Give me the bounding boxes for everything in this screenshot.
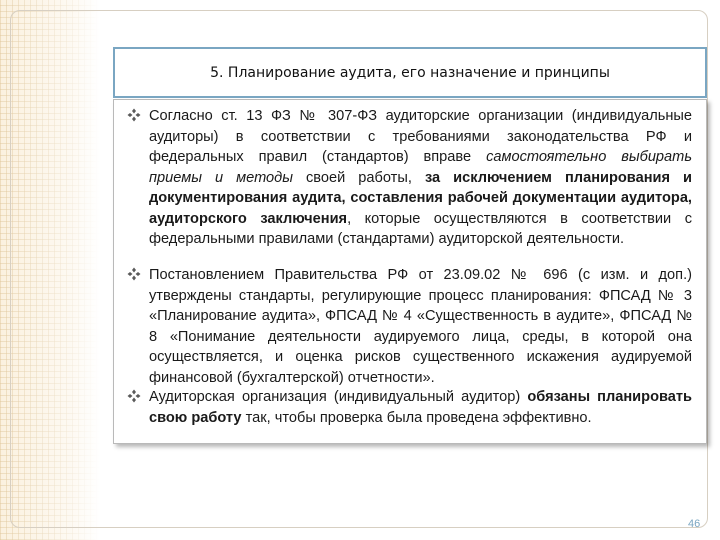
bullet-item-1 bbox=[149, 106, 692, 250]
bullet-item-3 bbox=[149, 387, 692, 428]
bullet-2-text: Постановлением Правительства РФ от 23.09.02 № 696 (с изм. и доп.) утверждены стандарты, регулирующие процесс планирования: ФПСАД № 3 «Планирование аудита», ФПСАД № 4 «Существенность в аудите», ФПСАД № 8 «Понимание деятельности аудируемого лица, среды, в которой она осуществляется, и оценка рисков существенного искажения аудируемой финансовой (бухгалтерской) отчетности». bbox=[149, 267, 692, 386]
four-diamond-bullet-icon bbox=[127, 389, 141, 403]
bullet-1-text-2: своей работы, bbox=[292, 169, 425, 186]
page-number: 46 bbox=[688, 518, 701, 530]
title-box bbox=[113, 47, 707, 98]
bullet-1-bold-text: за исключением планирования и документирования аудита, составления рабочей документации аудитора, аудиторского заключения bbox=[149, 169, 692, 227]
bullet-item-2 bbox=[149, 265, 692, 388]
slide-title: 5. Планирование аудита, его назначение и принципы bbox=[210, 64, 610, 81]
content-box bbox=[113, 99, 707, 444]
bullet-1-text-3: , которые осуществляются в соответствии с федеральными правилами (стандартами) аудиторской деятельности. bbox=[149, 210, 692, 247]
four-diamond-bullet-icon bbox=[127, 267, 141, 281]
bullet-3-text: Аудиторская организация (индивидуальный аудитор) bbox=[149, 389, 528, 405]
bullet-3-text-2: так, чтобы проверка была проведена эффективно. bbox=[241, 409, 592, 426]
bullet-1-italic-text: самостоятельно выбирать приемы и методы bbox=[149, 149, 692, 186]
bullet-1-text: Согласно ст. 13 ФЗ № 307-ФЗ аудиторские организации (индивидуальные аудиторы) в соответствии с требованиями законодательства РФ и федеральных правил (стандартов) вправе bbox=[149, 108, 692, 165]
bullet-3-bold-text: обязаны планировать свою работу bbox=[149, 389, 692, 426]
four-diamond-bullet-icon bbox=[127, 108, 141, 122]
